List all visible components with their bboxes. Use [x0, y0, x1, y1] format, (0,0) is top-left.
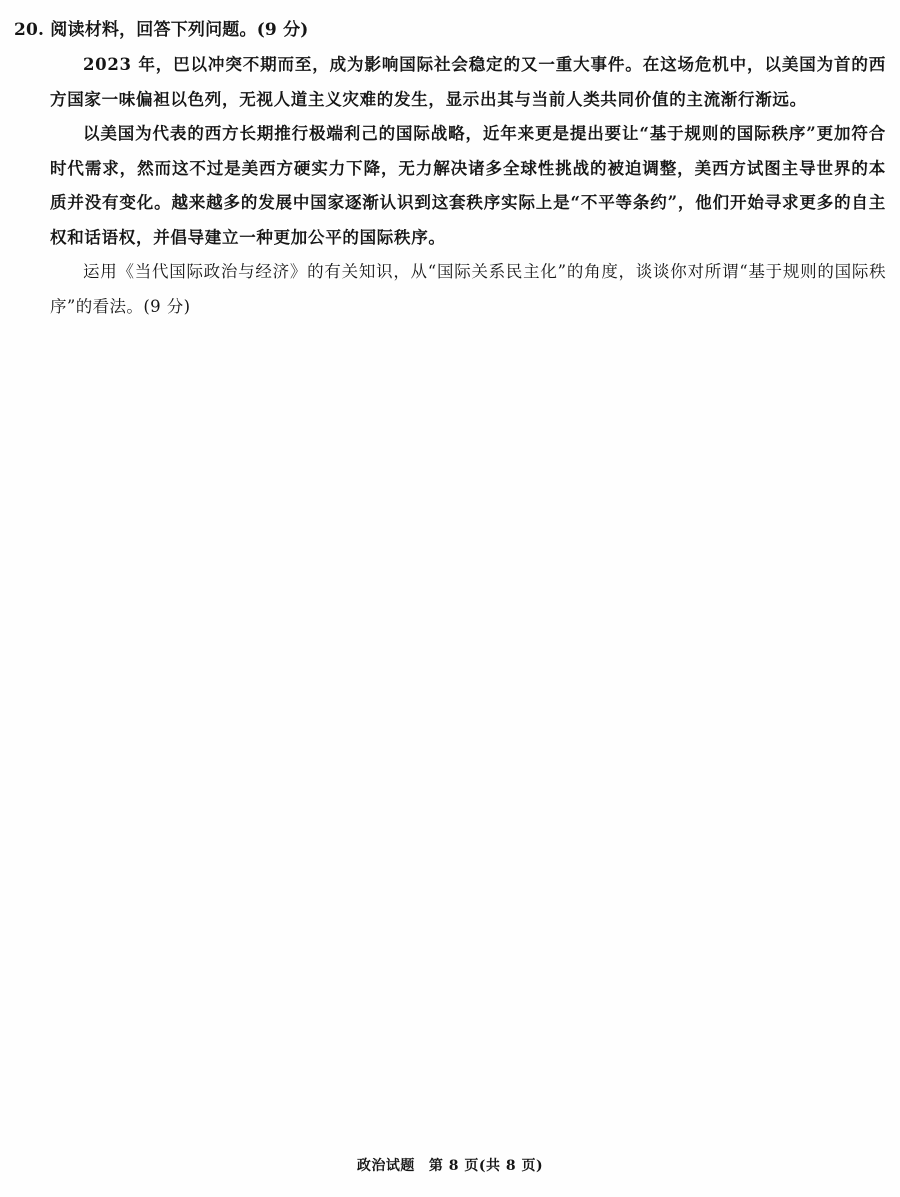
material-paragraph-2: 以美国为代表的西方长期推行极端利己的国际战略，近年来更是提出要让“基于规则的国际秩序”更加符合时代需求，然而这不过是美西方硬实力下降，无力解决诸多全球性挑战的被迫调整，美西方试图主导世界的本质并没有变化。越来越多的发展中国家逐渐认识到这套秩序实际上是“不平等条约”，他们开始寻求更多的自主权和话语权，并倡导建立一种更加公平的国际秩序。: [50, 124, 886, 247]
footer-subject: 政治试题: [356, 1158, 415, 1174]
footer-page-number: 第 8 页(共 8 页): [428, 1158, 544, 1174]
material-paragraph-1: 2023 年，巴以冲突不期而至，成为影响国际社会稳定的又一重大事件。在这场危机中，以美国为首的西方国家一味偏袒以色列，无视人道主义灾难的发生，显示出其与当前人类共同价值的主流渐行渐远。: [50, 55, 886, 109]
question-title: 20. 阅读材料，回答下列问题。(9 分): [14, 20, 309, 40]
question-prompt: 运用《当代国际政治与经济》的有关知识，从“国际关系民主化”的角度，谈谈你对所谓“基于规则的国际秩序”的看法。(9 分): [50, 262, 886, 316]
question-20: [14, 18, 886, 324]
page-footer: [0, 1155, 900, 1175]
